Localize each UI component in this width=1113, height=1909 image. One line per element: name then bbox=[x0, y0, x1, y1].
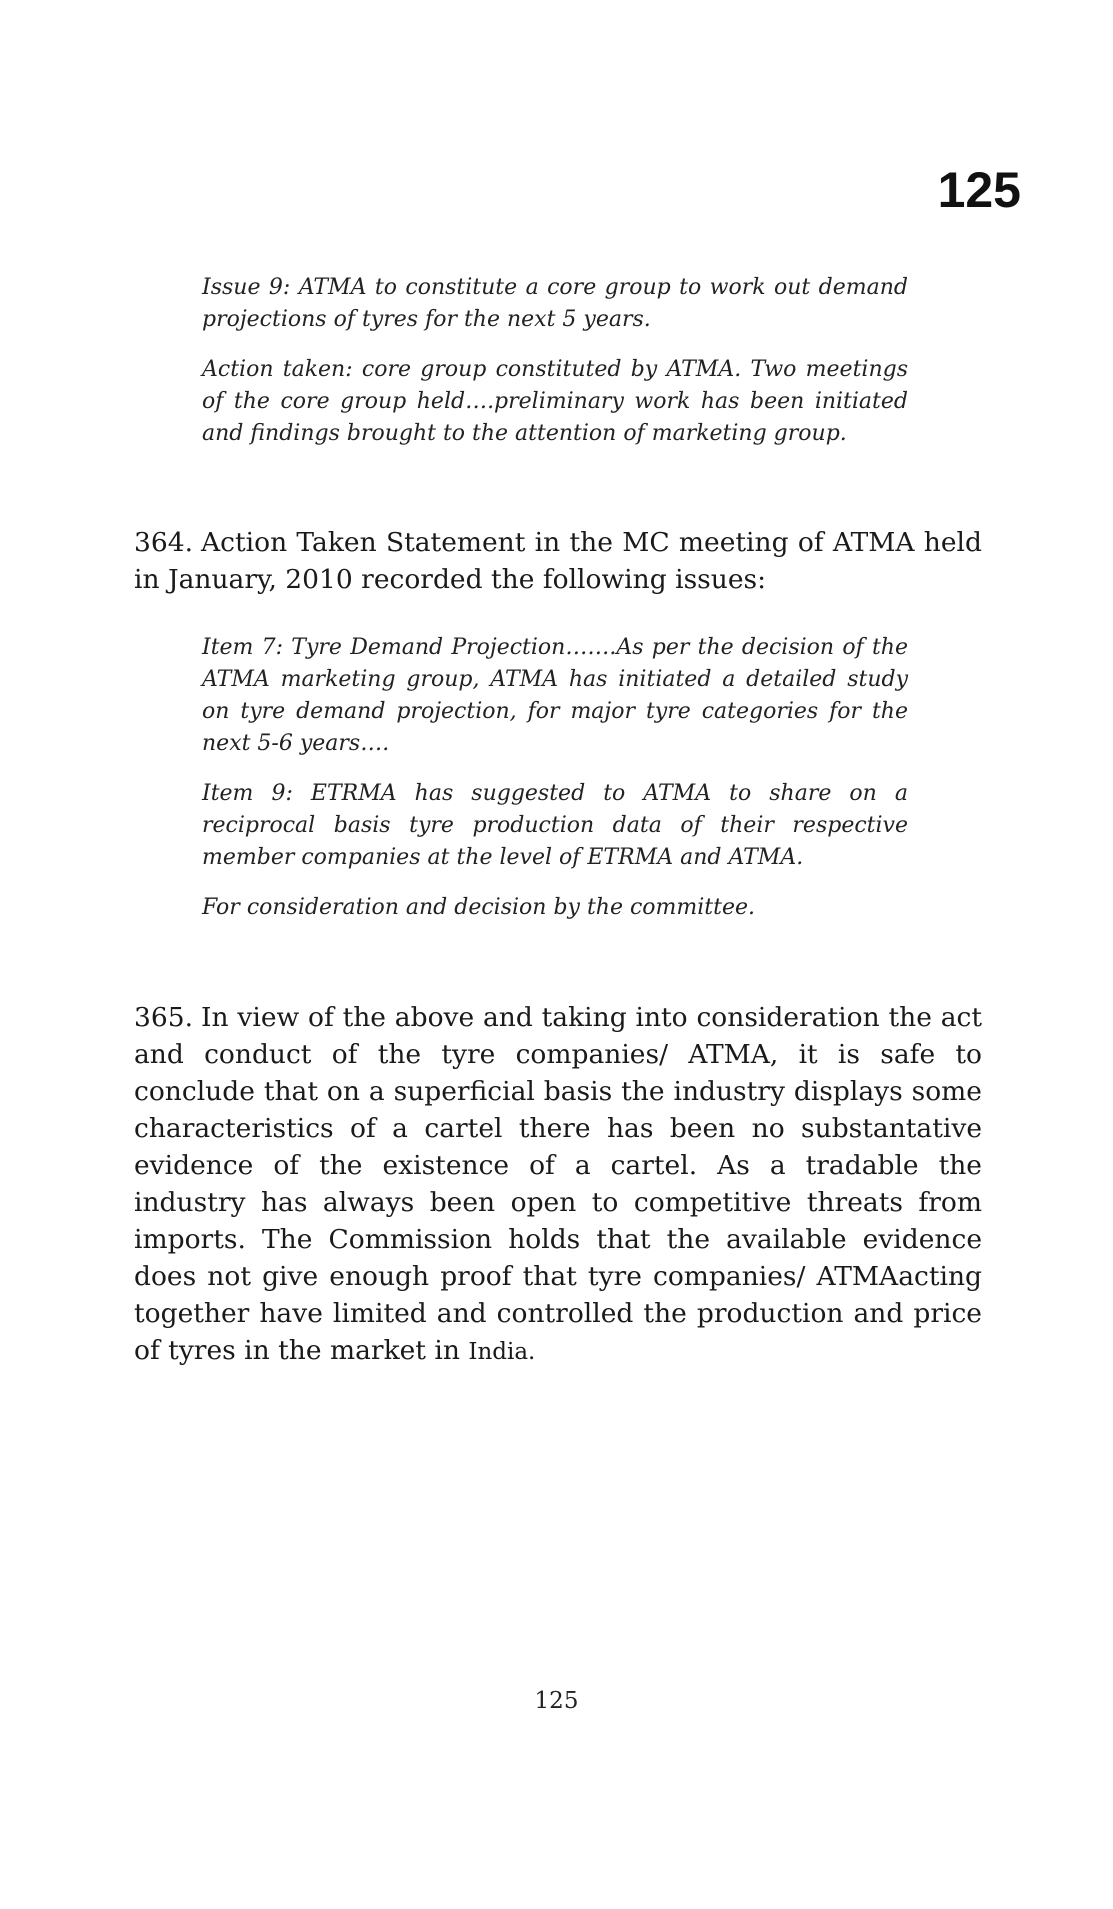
action-taken-text: Action taken: core group constituted by ATMA. Two meetings of the core group held….preliminary work has been initiated and findings brought to the attention of marketing group. bbox=[202, 357, 908, 446]
paragraph-number: 364. bbox=[134, 527, 194, 558]
paragraph-tail: India. bbox=[468, 1339, 536, 1365]
issue-9-text: Issue 9: ATMA to constitute a core group to work out demand projections of tyres for the next 5 years. bbox=[202, 275, 908, 332]
item-7-text: Item 7: Tyre Demand Projection…….As per the decision of the ATMA marketing group, ATMA has initiated a detailed study on tyre demand projection, for major tyre categories for the next 5-6 years…. bbox=[202, 635, 908, 756]
item-9-text: Item 9: ETRMA has suggested to ATMA to share on a reciprocal basis tyre production data of their respective member companies at the level of ETRMA and ATMA. bbox=[202, 781, 908, 870]
paragraph-text: In view of the above and taking into consideration the act and conduct of the tyre companies/ ATMA, it is safe to conclude that on a superficial basis the industry displays some characteristics of a cartel there has been no substantative evidence of the existence of a cartel. As a tradable the industry has always been open to competitive threats from imports. The Commission holds that the available evidence does not give enough proof that tyre companies/ ATMAacting together have limited and controlled the production and price of tyres in the market in bbox=[134, 1002, 982, 1366]
quoted-block-issue-9 bbox=[202, 272, 908, 450]
page-number-footer: 125 bbox=[534, 1688, 579, 1714]
paragraph-text: Action Taken Statement in the MC meeting of ATMA held in January, 2010 recorded the following issues: bbox=[134, 527, 982, 595]
paragraph-number: 365. bbox=[134, 1002, 194, 1033]
page-number-header: 125 bbox=[937, 162, 1021, 218]
paragraph-365 bbox=[134, 999, 982, 1371]
quoted-block-items bbox=[202, 632, 908, 924]
consideration-text: For consideration and decision by the committee. bbox=[202, 895, 756, 920]
paragraph-364 bbox=[134, 524, 982, 598]
